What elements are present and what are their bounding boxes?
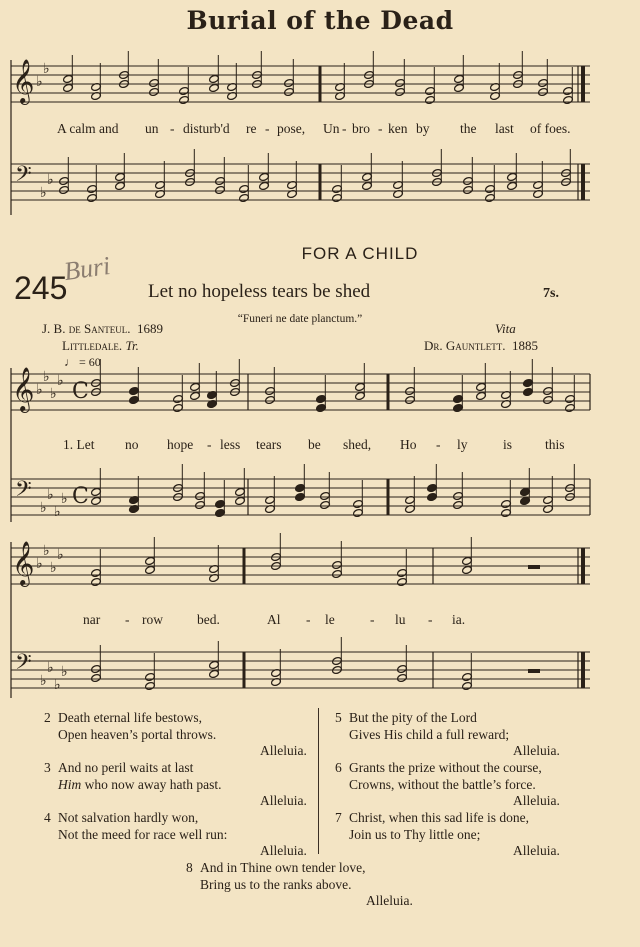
lyric-syllable: - [170,121,175,136]
flat-sign: ♭ [50,387,57,402]
note-head [563,95,574,104]
note-head [485,193,496,202]
note-head [115,181,126,190]
lyric-syllable: Un [323,121,340,136]
flat-sign: ♭ [40,501,47,516]
flat-sign: ♭ [50,561,57,576]
note-head [520,487,531,496]
lyric-syllable: Al [267,612,281,627]
note-head [179,95,190,104]
note-head [209,669,220,678]
note-head [453,491,464,500]
lyric-syllable: A calm and [57,121,119,136]
note-head [453,500,464,509]
note-head [362,172,373,181]
author-year: 1689 [136,321,163,336]
note-head [507,172,518,181]
verse-line: Death eternal life bestows, [58,710,202,725]
lyric-syllable: ken [388,121,408,136]
note-head [453,403,464,412]
note-head [362,181,373,190]
lyric-syllable: lu [395,612,406,627]
verse-line: And in Thine own tender love, [200,860,366,875]
note-head [332,184,343,193]
lyric-syllable: - [306,612,311,627]
flat-sign: ♭ [54,505,61,520]
note-head [91,673,102,682]
note-head [215,499,226,508]
verse-line: Crowns, without the battle’s force. [349,776,536,792]
note-head [215,508,226,517]
verse-line: But the pity of the Lord [349,710,477,725]
lyric-syllable: by [416,121,430,136]
verse-line: Join us to Thy little one; [349,826,481,842]
note-head [565,403,576,412]
note-head [523,378,534,387]
translator-name: Littledale. [62,338,123,353]
note-head [427,492,438,501]
note-head [425,95,436,104]
note-head [190,391,201,400]
verse-line-rest: who now away hath past. [81,776,222,792]
note-head [320,500,331,509]
note-head [397,673,408,682]
verse-alleluia: Alleluia. [513,743,560,758]
verse-number: 7 [335,810,342,825]
lyric-syllable: - [125,612,130,627]
note-head [91,487,102,496]
verse-line: Gives His child a full reward; [349,726,510,742]
flat-sign: ♭ [54,678,61,693]
treble-clef: 𝄞 [12,59,35,103]
lyric-syllable: 1. Let [63,437,95,452]
lyric-syllable: last [495,121,514,136]
hymn-number: 245 [14,270,68,306]
note-head [353,499,364,508]
lyric-syllable: nar [83,612,101,627]
note-head [332,193,343,202]
lyric-syllable: ia. [452,612,466,627]
translator-credit [62,338,139,354]
note-head [355,382,366,391]
time-signature: C [72,379,89,404]
verse-line: Not the meed for race well run: [58,826,228,842]
note-head [462,681,473,690]
note-head [179,86,190,95]
lyric-syllable: ly [457,437,468,452]
note-head [485,184,496,193]
flat-sign: ♭ [40,186,47,201]
verse-line: Bring us to the ranks above. [200,876,352,892]
flat-sign: ♭ [36,383,43,398]
flat-sign: ♭ [47,661,54,676]
bass-clef: 𝄢 [15,650,32,680]
note-head [320,491,331,500]
note-head [295,492,306,501]
verse-line: Grants the prize without the course, [349,760,542,775]
lyric-syllable: of foes. [530,121,571,136]
note-head [215,176,226,185]
note-head [316,403,327,412]
note-head [209,74,220,83]
flat-sign: ♭ [47,488,54,503]
lyric-syllable: le [325,612,335,627]
lyric-syllable: shed, [343,437,372,452]
note-head [355,391,366,400]
verse-line: Open heaven’s portal throws. [58,726,217,742]
note-head [63,83,74,92]
note-head [284,87,295,96]
flat-sign: ♭ [57,374,64,389]
flat-sign: ♭ [36,557,43,572]
lyric-syllable: be [308,437,321,452]
note-head [145,556,156,565]
note-head [563,86,574,95]
note-head [462,565,473,574]
lyric-syllable: hope [167,437,194,452]
flat-sign: ♭ [40,674,47,689]
verse-column-divider [318,708,319,854]
verse-line: And no peril waits at last [58,760,194,775]
note-head [63,74,74,83]
lyric-syllable: - [370,612,375,627]
note-head [543,386,554,395]
flat-sign: ♭ [43,62,50,77]
flat-sign: ♭ [43,370,50,385]
bass-clef: 𝄢 [15,477,32,507]
note-head [453,394,464,403]
pencil-annotation: Buri [62,250,112,287]
note-head [395,78,406,87]
note-head [284,78,295,87]
verse-line: Christ, when this sad life is done, [349,810,529,825]
verse-alleluia: Alleluia. [260,793,307,808]
note-head [235,487,246,496]
lyric-syllable: no [125,437,139,452]
note-head [397,664,408,673]
tune-name: Vita [495,321,516,336]
note-head [239,184,250,193]
verse-line [58,777,221,794]
note-head [463,185,474,194]
lyric-syllable: bed. [197,612,220,627]
note-head [332,569,343,578]
note-head [173,403,184,412]
note-head [129,395,140,404]
note-head [87,193,98,202]
flat-sign: ♭ [47,173,54,188]
lyric-syllable: - [428,612,433,627]
note-head [332,560,343,569]
lyric-syllable: bro [352,121,370,136]
note-head [523,387,534,396]
note-head [145,565,156,574]
note-head [316,394,327,403]
note-head [476,382,487,391]
note-head [190,382,201,391]
composer-name: Dr. Gauntlett. [424,338,506,353]
note-head [353,508,364,517]
lyric-syllable: - [207,437,212,452]
lyric-syllable: tears [256,437,282,452]
lyric-syllable: re [246,121,257,136]
latin-subtitle: “Funeri ne date planctum.” [237,313,363,325]
lyric-syllable: this [545,437,565,452]
note-head [265,386,276,395]
flat-sign: ♭ [61,665,68,680]
author-name: J. B. de Santeul. [42,321,131,336]
note-head [59,185,70,194]
note-head [87,184,98,193]
lyric-syllable: row [142,612,163,627]
verse-alleluia: Alleluia. [260,743,307,758]
verse-number: 6 [335,760,342,775]
hymn-meter: 7s. [543,286,559,301]
note-head [173,394,184,403]
lyric-syllable: is [503,437,513,452]
note-head [149,87,160,96]
composer-year: 1885 [512,338,539,353]
note-head [195,491,206,500]
treble-clef: 𝄞 [12,541,35,585]
note-head [397,577,408,586]
note-head [91,496,102,505]
note-head [259,172,270,181]
note-head [425,86,436,95]
verse-alleluia: Alleluia. [513,843,560,858]
note-head [209,83,220,92]
note-head [195,500,206,509]
lyric-syllable: the [460,121,477,136]
note-head [501,508,512,517]
flat-sign: ♭ [36,75,43,90]
note-head [265,395,276,404]
note-head [397,568,408,577]
tempo-marking: ♩ = 60 [64,355,101,369]
note-head [91,577,102,586]
lyric-syllable: pose, [277,121,306,136]
flat-sign: ♭ [57,548,64,563]
note-head [149,78,160,87]
page-header-title: Burial of the Dead [186,6,454,35]
note-head [427,483,438,492]
composer-credit [424,338,538,354]
note-head [405,395,416,404]
time-signature: C [72,484,89,509]
note-head [462,556,473,565]
lyric-syllable: - [378,121,383,136]
note-head [295,483,306,492]
verse-emphasis: Him [58,776,82,792]
flat-sign: ♭ [61,492,68,507]
note-head [145,681,156,690]
note-head [463,176,474,185]
note-head [538,78,549,87]
note-head [145,672,156,681]
lyric-syllable: un [145,121,159,136]
verse-line: Not salvation hardly won, [58,810,199,825]
note-head [129,386,140,395]
note-head [91,568,102,577]
translator-mark: Tr. [125,338,139,353]
flat-sign: ♭ [43,544,50,559]
hymn-title: Let no hopeless tears be shed [148,281,371,302]
treble-clef: 𝄞 [12,367,35,411]
note-head [405,386,416,395]
note-head [501,499,512,508]
verse-alleluia: Alleluia. [513,793,560,808]
lyric-syllable: - [265,121,270,136]
verse-number: 3 [44,760,51,775]
verse-number: 4 [44,810,51,825]
lyric-syllable: - [436,437,441,452]
note-head [59,176,70,185]
lyric-syllable: disturb'd [183,121,230,136]
verse-number: 5 [335,710,342,725]
note-head [565,394,576,403]
note-head [454,83,465,92]
lyric-syllable: less [220,437,241,452]
verse-number: 8 [186,860,193,875]
note-head [538,87,549,96]
note-head [239,193,250,202]
note-head [209,660,220,669]
whole-rest [528,565,540,569]
lyric-syllable: Ho [400,437,417,452]
verse-number: 2 [44,710,51,725]
note-head [476,391,487,400]
note-head [395,87,406,96]
note-head [507,181,518,190]
verse-alleluia: Alleluia. [260,843,307,858]
verse-alleluia: Alleluia. [366,893,413,908]
note-head [115,172,126,181]
bass-clef: 𝄢 [15,162,32,192]
whole-rest [528,669,540,673]
author-credit [42,321,163,337]
note-head [259,181,270,190]
note-head [520,496,531,505]
hymn-heading: FOR A CHILD [301,244,419,263]
note-head [462,672,473,681]
note-head [543,395,554,404]
note-head [215,185,226,194]
note-head [235,496,246,505]
note-head [91,664,102,673]
note-head [454,74,465,83]
lyric-syllable: - [342,121,347,136]
